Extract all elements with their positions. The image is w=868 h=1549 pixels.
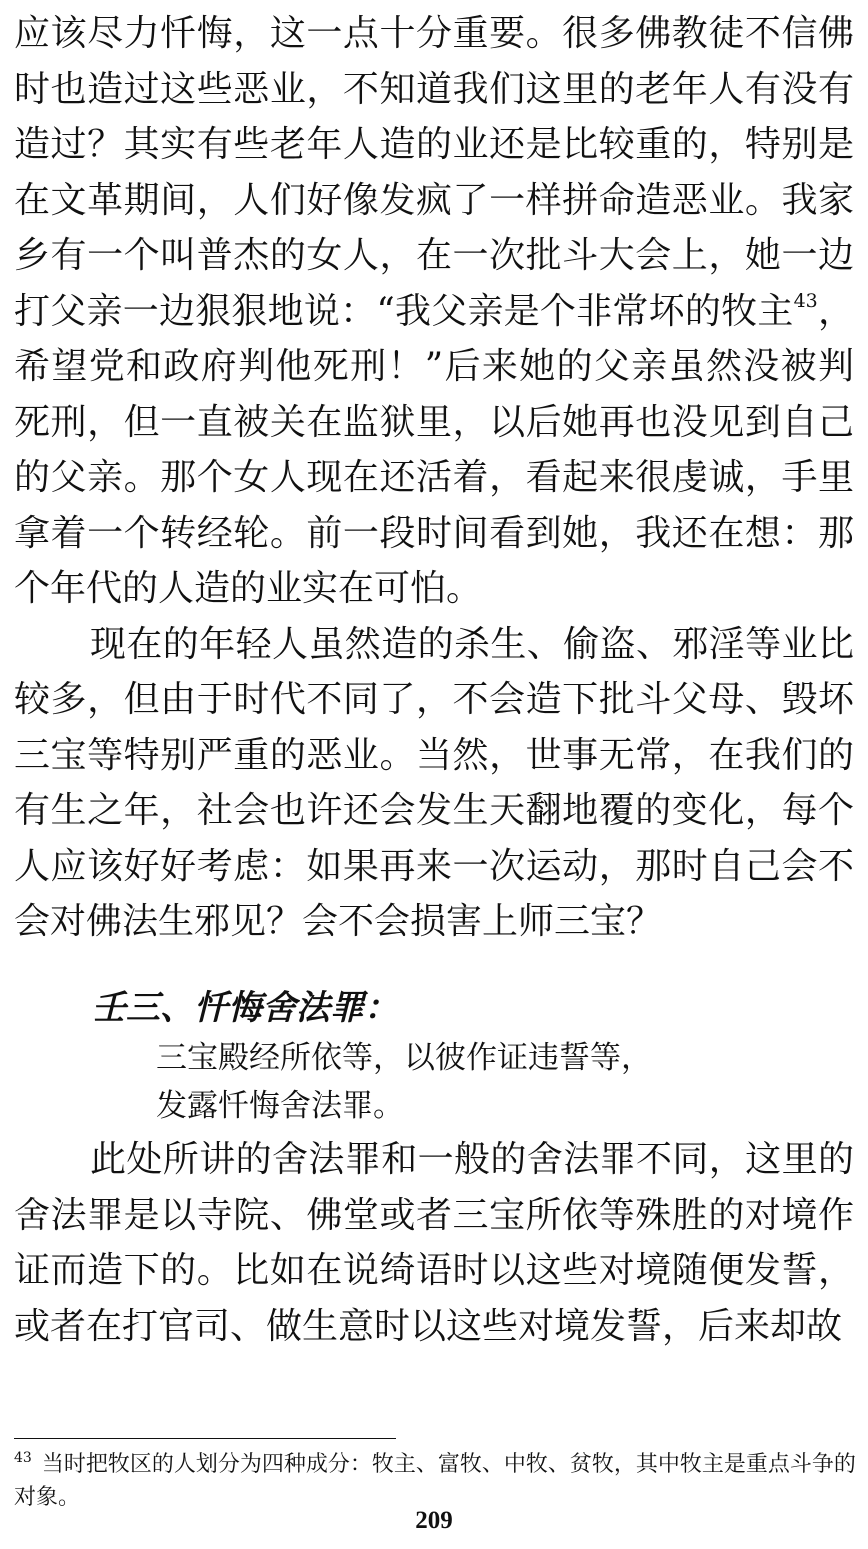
section-paragraph: 此处所讲的舍法罪和一般的舍法罪不同，这里的舍法罪是以寺院、佛堂或者三宝所依等殊胜的对境作证而造下的。比如在说绮语时以这些对境随便发誓，或者在打官司、做生意时以这些对境发誓，后来却故 bbox=[14, 1139, 854, 1347]
footnote-number: 43 bbox=[14, 1450, 32, 1466]
verse-line-1: 三宝殿经所依等，以彼作证违誓等， bbox=[156, 1040, 652, 1076]
section-heading: 壬三、忏悔舍法罪： bbox=[92, 988, 398, 1028]
footnote-text: 当时把牧区的人划分为四种成分：牧主、富牧、中牧、贫牧，其中牧主是重点斗争的对象。 bbox=[14, 1452, 856, 1510]
paragraph-2: 现在的年轻人虽然造的杀生、偷盗、邪淫等业比较多，但由于时代不同了，不会造下批斗父母、毁坏三宝等特别严重的恶业。当然，世事无常，在我们的有生之年，社会也许还会发生天翻地覆的变化，每个人应该好好考虑：如果再来一次运动，那时自己会不会对佛法生邪见？会不会损害上师三宝？ bbox=[14, 623, 854, 942]
footnote bbox=[14, 1448, 856, 1514]
verse-line-2: 发露忏悔舍法罪。 bbox=[156, 1088, 404, 1124]
footnote-divider bbox=[14, 1438, 396, 1439]
main-text bbox=[14, 6, 854, 950]
footnote-reference[interactable]: 43 bbox=[793, 289, 818, 312]
page-number: 209 bbox=[415, 1507, 453, 1534]
section-renshan bbox=[14, 982, 854, 1354]
paragraph-1 bbox=[14, 6, 854, 617]
paragraph-1-text-a: 应该尽力忏悔，这一点十分重要。很多佛教徒不信佛时也造过这些恶业，不知道我们这里的老年人有没有造过？其实有些老年人造的业还是比较重的，特别是在文革期间，人们好像发疯了一样拼命造恶业。我家乡有一个叫普杰的女人，在一次批斗大会上，她一边打父亲一边狠狠地说：“我父亲是个非常坏的牧主 bbox=[14, 13, 854, 332]
paragraph-1-text-b: ，希望党和政府判他死刑！”后来她的父亲虽然没被判死刑，但一直被关在监狱里，以后她再也没见到自己的父亲。那个女人现在还活着，看起来很虔诚，手里拿着一个转经轮。前一段时间看到她，我还在想：那个年代的人造的业实在可怕。 bbox=[14, 290, 854, 609]
